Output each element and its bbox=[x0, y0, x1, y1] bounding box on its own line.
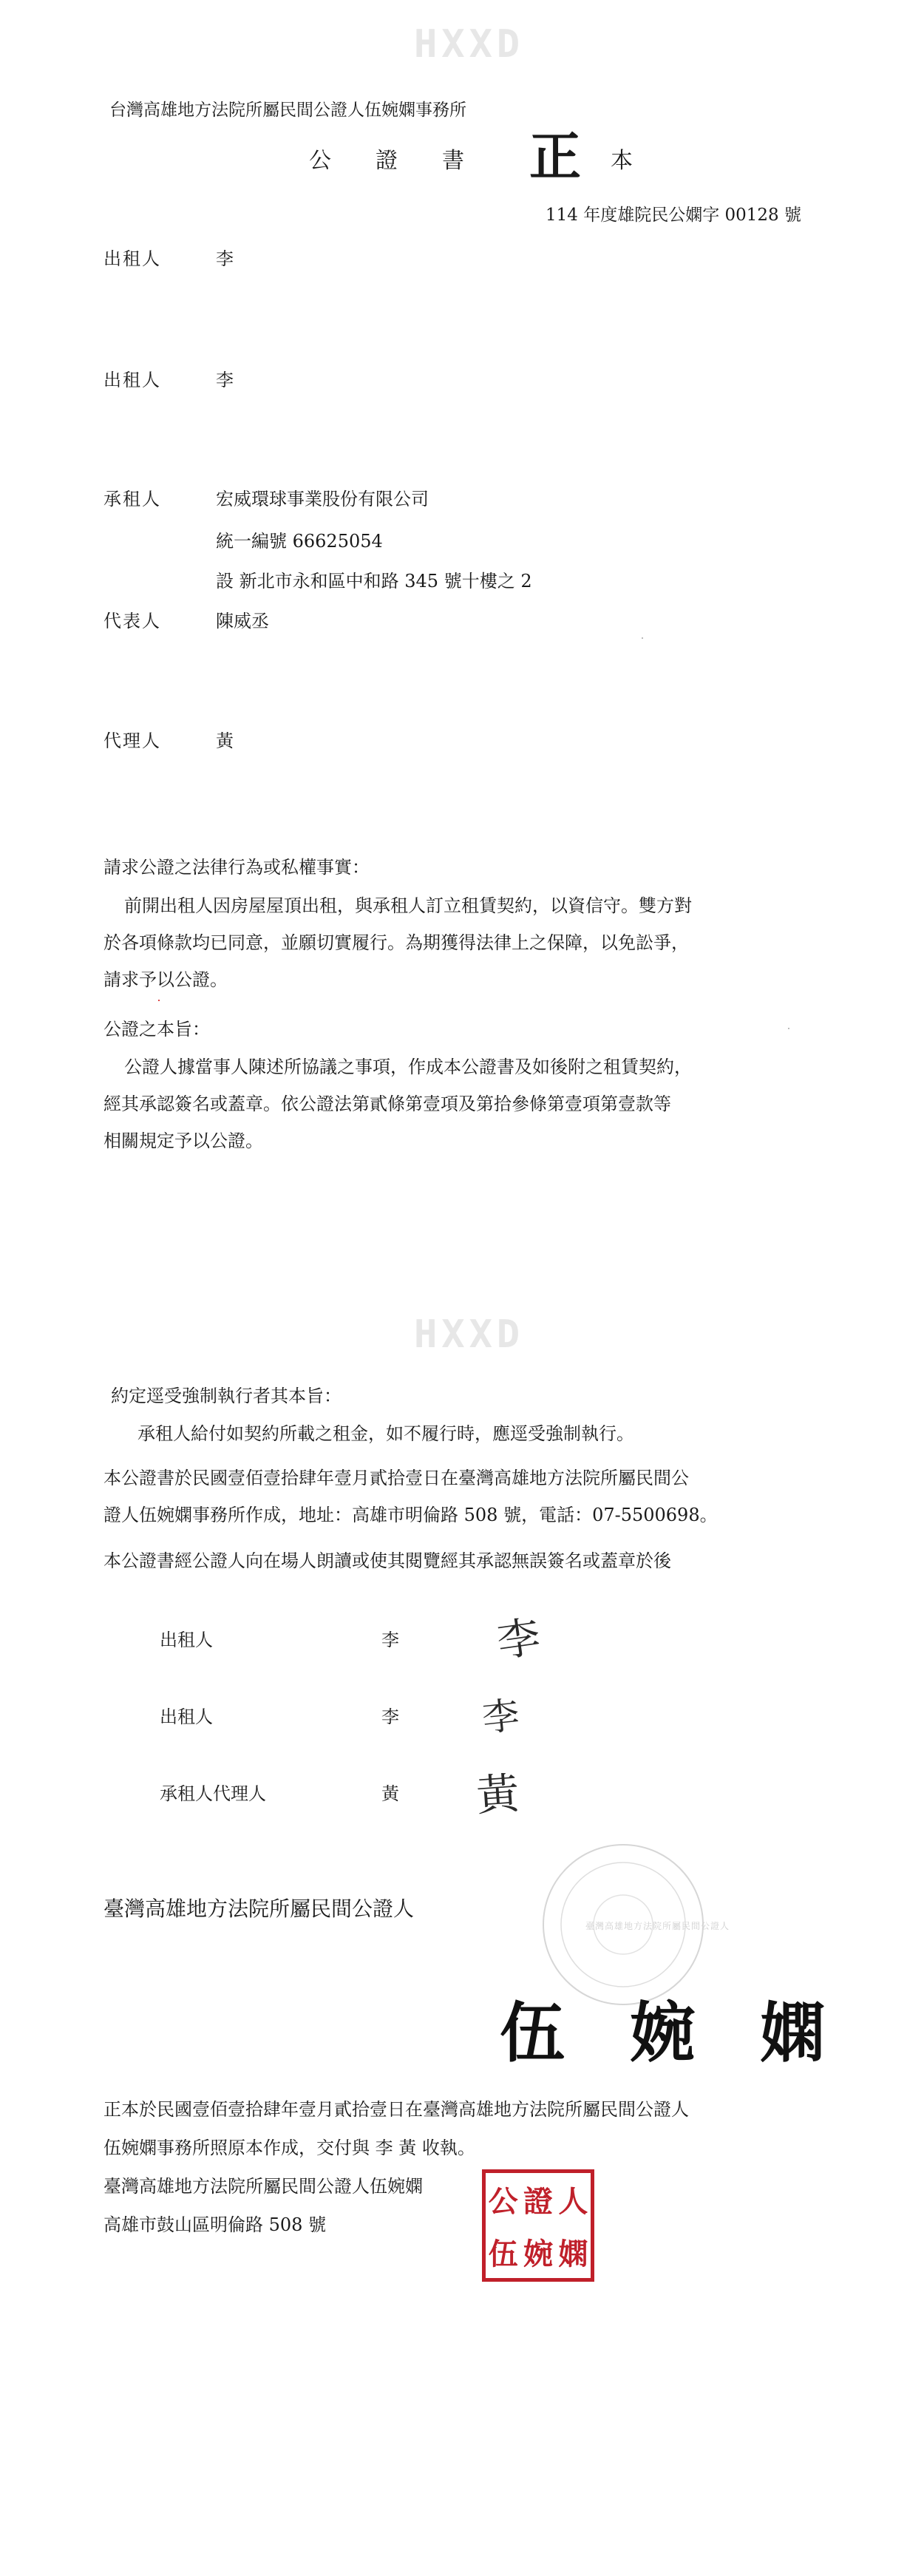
original-copy-stamp: 正 bbox=[529, 126, 581, 187]
seal-char-3: 人 bbox=[558, 2184, 588, 2219]
representative-label: 代表人 bbox=[103, 611, 161, 631]
scan-speck bbox=[788, 1028, 789, 1029]
doc-title-right: 本 bbox=[611, 148, 633, 174]
lessor1-name: 李 bbox=[216, 248, 234, 269]
purport-line-2: 經其承認簽名或蓋章。依公證法第貳條第壹項及第拾參條第壹項第壹款等 bbox=[103, 1094, 671, 1114]
signatory-2-role: 出租人 bbox=[160, 1706, 213, 1727]
embossed-seal-text: 臺灣高雄地方法院所屬民間公證人 bbox=[585, 1921, 730, 1931]
signatory-2-name: 李 bbox=[381, 1706, 399, 1727]
lessor2-name: 李 bbox=[216, 370, 234, 390]
office-header: 台灣高雄地方法院所屬民間公證人伍婉嫻事務所 bbox=[109, 101, 466, 120]
signatory-1-role: 出租人 bbox=[160, 1630, 213, 1650]
notary-red-seal bbox=[482, 2169, 594, 2282]
purport-line-1: 公證人據當事人陳述所協議之事項，作成本公證書及如後附之租賃契約， bbox=[124, 1057, 692, 1077]
watermark-middle: HXXD bbox=[414, 1312, 525, 1357]
signatory-3-name: 黃 bbox=[381, 1783, 399, 1804]
seal-char-5: 婉 bbox=[523, 2237, 553, 2271]
lessee-tax-id: 統一編號 66625054 bbox=[216, 531, 383, 552]
representative-name: 陳威丞 bbox=[216, 611, 269, 631]
lessee-address: 設 新北市永和區中和路 345 號十樓之 2 bbox=[216, 571, 532, 592]
notary-title: 臺灣高雄地方法院所屬民間公證人 bbox=[103, 1897, 415, 1921]
seal-char-1: 公 bbox=[488, 2184, 518, 2219]
copy-note-address: 高雄市鼓山區明倫路 508 號 bbox=[103, 2214, 327, 2235]
signatory-3-signature: 黃 bbox=[475, 1768, 521, 1821]
watermark-top: HXXD bbox=[414, 22, 525, 67]
seal-char-6: 嫻 bbox=[558, 2237, 588, 2271]
doc-number: 114 年度雄院民公嫻字 00128 號 bbox=[546, 206, 801, 225]
signatory-3-role: 承租人代理人 bbox=[160, 1783, 266, 1804]
copy-note-office: 臺灣高雄地方法院所屬民間公證人伍婉嫻 bbox=[103, 2176, 423, 2197]
copy-note-line-2: 伍婉嫻事務所照原本作成，交付與 李 黃 收執。 bbox=[103, 2138, 475, 2158]
reading-statement: 本公證書經公證人向在場人朗讀或使其閱覽經其承認無誤簽名或蓋章於後 bbox=[103, 1550, 671, 1571]
lessor1-label: 出租人 bbox=[103, 248, 161, 269]
request-line-3: 請求予以公證。 bbox=[103, 969, 228, 990]
doc-title-left: 公 證 書 bbox=[309, 148, 464, 174]
agent-name: 黃 bbox=[216, 731, 234, 751]
made-at-line-1: 本公證書於民國壹佰壹拾肆年壹月貳拾壹日在臺灣高雄地方法院所屬民間公 bbox=[103, 1468, 689, 1488]
seal-char-2: 證 bbox=[523, 2184, 553, 2219]
lessee-company: 宏威環球事業股份有限公司 bbox=[216, 489, 429, 509]
purport-line-3: 相關規定予以公證。 bbox=[103, 1131, 263, 1151]
request-line-2: 於各項條款均已同意，並願切實履行。為期獲得法律上之保障，以免訟爭， bbox=[103, 932, 689, 953]
purport-heading: 公證之本旨： bbox=[103, 1019, 210, 1040]
request-heading: 請求公證之法律行為或私權事實： bbox=[103, 857, 370, 878]
scan-speck bbox=[158, 1000, 160, 1001]
enforcement-line: 承租人給付如契約所載之租金，如不履行時，應逕受強制執行。 bbox=[137, 1423, 634, 1444]
seal-char-4: 伍 bbox=[488, 2237, 518, 2271]
made-at-line-2: 證人伍婉嫻事務所作成，地址：高雄市明倫路 508 號，電話：07-5500698。 bbox=[103, 1505, 718, 1525]
lessor2-label: 出租人 bbox=[103, 370, 161, 390]
signatory-1-name: 李 bbox=[381, 1630, 399, 1650]
agent-label: 代理人 bbox=[103, 731, 161, 751]
signatory-2-signature: 李 bbox=[480, 1693, 522, 1741]
enforcement-heading: 約定逕受強制執行者其本旨： bbox=[111, 1386, 342, 1406]
lessee-label: 承租人 bbox=[103, 489, 161, 509]
signatory-1-signature: 李 bbox=[494, 1611, 544, 1667]
request-line-1: 前開出租人因房屋屋頂出租，與承租人訂立租賃契約，以資信守。雙方對 bbox=[124, 895, 692, 916]
scan-speck bbox=[642, 637, 643, 639]
copy-note-line-1: 正本於民國壹佰壹拾肆年壹月貳拾壹日在臺灣高雄地方法院所屬民間公證人 bbox=[103, 2099, 689, 2120]
notary-signature: 伍 婉 嫻 bbox=[500, 1994, 826, 2071]
